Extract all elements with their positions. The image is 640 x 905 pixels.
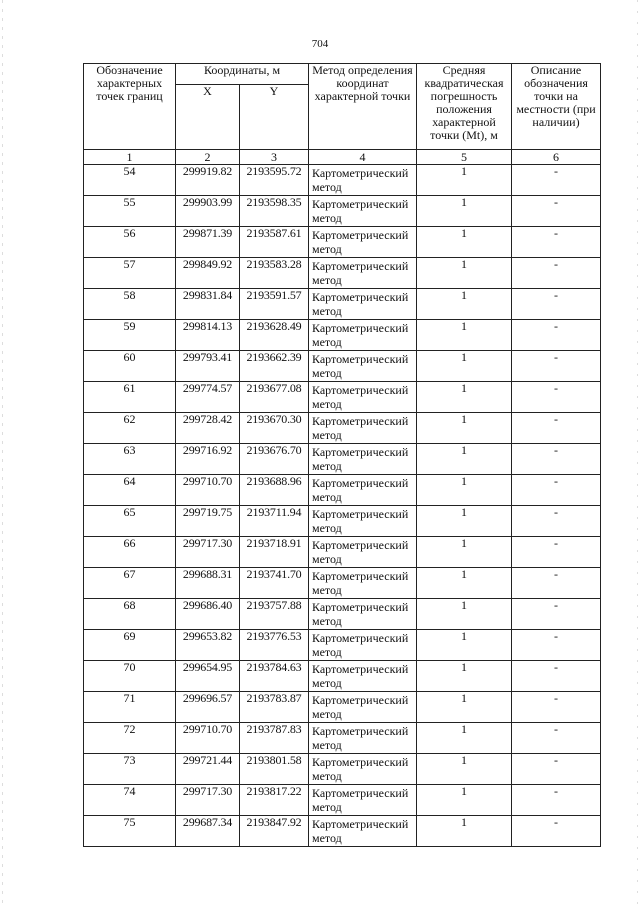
header-y: Y <box>240 85 309 150</box>
table-row <box>84 475 601 506</box>
point-id-cell: 70 <box>84 661 176 692</box>
method-cell: Картометрический метод <box>309 289 417 320</box>
scan-edge-left <box>2 0 3 905</box>
description-cell: - <box>512 661 601 692</box>
method-cell: Картометрический метод <box>309 754 417 785</box>
method-cell: Картометрический метод <box>309 661 417 692</box>
description-cell: - <box>512 568 601 599</box>
table-row <box>84 506 601 537</box>
boundary-points-table <box>83 63 601 847</box>
description-cell: - <box>512 258 601 289</box>
y-coordinate-cell: 2193776.53 <box>240 630 309 661</box>
x-coordinate-cell: 299721.44 <box>176 754 240 785</box>
error-cell: 1 <box>417 382 512 413</box>
description-cell: - <box>512 754 601 785</box>
x-coordinate-cell: 299710.70 <box>176 475 240 506</box>
error-cell: 1 <box>417 630 512 661</box>
description-cell: - <box>512 506 601 537</box>
error-cell: 1 <box>417 444 512 475</box>
column-number: 1 <box>84 150 176 165</box>
error-cell: 1 <box>417 537 512 568</box>
y-coordinate-cell: 2193670.30 <box>240 413 309 444</box>
y-coordinate-cell: 2193587.61 <box>240 227 309 258</box>
description-cell: - <box>512 289 601 320</box>
error-cell: 1 <box>417 692 512 723</box>
column-number: 3 <box>240 150 309 165</box>
error-cell: 1 <box>417 816 512 847</box>
point-id-cell: 57 <box>84 258 176 289</box>
y-coordinate-cell: 2193783.87 <box>240 692 309 723</box>
x-coordinate-cell: 299710.70 <box>176 723 240 754</box>
method-cell: Картометрический метод <box>309 351 417 382</box>
method-cell: Картометрический метод <box>309 444 417 475</box>
point-id-cell: 67 <box>84 568 176 599</box>
point-id-cell: 66 <box>84 537 176 568</box>
description-cell: - <box>512 537 601 568</box>
method-cell: Картометрический метод <box>309 816 417 847</box>
x-coordinate-cell: 299688.31 <box>176 568 240 599</box>
x-coordinate-cell: 299774.57 <box>176 382 240 413</box>
header-description: Описание обозначения точки на местности (при наличии) <box>512 64 601 150</box>
method-cell: Картометрический метод <box>309 227 417 258</box>
error-cell: 1 <box>417 351 512 382</box>
method-cell: Картометрический метод <box>309 165 417 196</box>
column-number: 4 <box>309 150 417 165</box>
column-number: 5 <box>417 150 512 165</box>
point-id-cell: 73 <box>84 754 176 785</box>
point-id-cell: 55 <box>84 196 176 227</box>
y-coordinate-cell: 2193741.70 <box>240 568 309 599</box>
point-id-cell: 75 <box>84 816 176 847</box>
error-cell: 1 <box>417 661 512 692</box>
y-coordinate-cell: 2193595.72 <box>240 165 309 196</box>
y-coordinate-cell: 2193784.63 <box>240 661 309 692</box>
x-coordinate-cell: 299903.99 <box>176 196 240 227</box>
description-cell: - <box>512 382 601 413</box>
x-coordinate-cell: 299919.82 <box>176 165 240 196</box>
x-coordinate-cell: 299849.92 <box>176 258 240 289</box>
method-cell: Картометрический метод <box>309 196 417 227</box>
y-coordinate-cell: 2193628.49 <box>240 320 309 351</box>
point-id-cell: 64 <box>84 475 176 506</box>
table-row <box>84 227 601 258</box>
table-row <box>84 537 601 568</box>
x-coordinate-cell: 299719.75 <box>176 506 240 537</box>
table-row <box>84 599 601 630</box>
error-cell: 1 <box>417 475 512 506</box>
x-coordinate-cell: 299831.84 <box>176 289 240 320</box>
y-coordinate-cell: 2193718.91 <box>240 537 309 568</box>
header-coordinates: Координаты, м <box>176 64 309 85</box>
table-row <box>84 351 601 382</box>
method-cell: Картометрический метод <box>309 258 417 289</box>
description-cell: - <box>512 320 601 351</box>
method-cell: Картометрический метод <box>309 537 417 568</box>
y-coordinate-cell: 2193801.58 <box>240 754 309 785</box>
x-coordinate-cell: 299687.34 <box>176 816 240 847</box>
method-cell: Картометрический метод <box>309 630 417 661</box>
table-row <box>84 382 601 413</box>
table-row <box>84 630 601 661</box>
error-cell: 1 <box>417 196 512 227</box>
description-cell: - <box>512 475 601 506</box>
y-coordinate-cell: 2193817.22 <box>240 785 309 816</box>
point-id-cell: 68 <box>84 599 176 630</box>
error-cell: 1 <box>417 227 512 258</box>
point-id-cell: 62 <box>84 413 176 444</box>
table-row <box>84 165 601 196</box>
y-coordinate-cell: 2193757.88 <box>240 599 309 630</box>
y-coordinate-cell: 2193787.83 <box>240 723 309 754</box>
table-row <box>84 661 601 692</box>
point-id-cell: 56 <box>84 227 176 258</box>
page-number: 704 <box>311 38 329 50</box>
y-coordinate-cell: 2193688.96 <box>240 475 309 506</box>
error-cell: 1 <box>417 289 512 320</box>
y-coordinate-cell: 2193662.39 <box>240 351 309 382</box>
method-cell: Картометрический метод <box>309 382 417 413</box>
error-cell: 1 <box>417 258 512 289</box>
table-row <box>84 258 601 289</box>
column-number: 2 <box>176 150 240 165</box>
description-cell: - <box>512 165 601 196</box>
point-id-cell: 69 <box>84 630 176 661</box>
x-coordinate-cell: 299653.82 <box>176 630 240 661</box>
y-coordinate-cell: 2193598.35 <box>240 196 309 227</box>
method-cell: Картометрический метод <box>309 723 417 754</box>
x-coordinate-cell: 299717.30 <box>176 537 240 568</box>
method-cell: Картометрический метод <box>309 506 417 537</box>
table-row <box>84 568 601 599</box>
error-cell: 1 <box>417 785 512 816</box>
method-cell: Картометрический метод <box>309 320 417 351</box>
method-cell: Картометрический метод <box>309 568 417 599</box>
y-coordinate-cell: 2193677.08 <box>240 382 309 413</box>
description-cell: - <box>512 444 601 475</box>
error-cell: 1 <box>417 320 512 351</box>
error-cell: 1 <box>417 165 512 196</box>
header-method: Метод определения координат характерной точки <box>309 64 417 150</box>
description-cell: - <box>512 196 601 227</box>
description-cell: - <box>512 816 601 847</box>
y-coordinate-cell: 2193711.94 <box>240 506 309 537</box>
table-row <box>84 754 601 785</box>
x-coordinate-cell: 299793.41 <box>176 351 240 382</box>
description-cell: - <box>512 692 601 723</box>
header-x: X <box>176 85 240 150</box>
table-row <box>84 289 601 320</box>
x-coordinate-cell: 299717.30 <box>176 785 240 816</box>
column-number-row <box>84 150 601 165</box>
error-cell: 1 <box>417 413 512 444</box>
x-coordinate-cell: 299686.40 <box>176 599 240 630</box>
point-id-cell: 59 <box>84 320 176 351</box>
y-coordinate-cell: 2193847.92 <box>240 816 309 847</box>
point-id-cell: 72 <box>84 723 176 754</box>
x-coordinate-cell: 299728.42 <box>176 413 240 444</box>
x-coordinate-cell: 299696.57 <box>176 692 240 723</box>
error-cell: 1 <box>417 506 512 537</box>
error-cell: 1 <box>417 599 512 630</box>
description-cell: - <box>512 723 601 754</box>
x-coordinate-cell: 299871.39 <box>176 227 240 258</box>
method-cell: Картометрический метод <box>309 599 417 630</box>
point-id-cell: 63 <box>84 444 176 475</box>
table-row <box>84 723 601 754</box>
table-row <box>84 816 601 847</box>
point-id-cell: 60 <box>84 351 176 382</box>
description-cell: - <box>512 599 601 630</box>
table-row <box>84 196 601 227</box>
table-row <box>84 692 601 723</box>
method-cell: Картометрический метод <box>309 692 417 723</box>
column-number: 6 <box>512 150 601 165</box>
header-designation: Обозначение характерных точек границ <box>84 64 176 150</box>
x-coordinate-cell: 299716.92 <box>176 444 240 475</box>
description-cell: - <box>512 630 601 661</box>
error-cell: 1 <box>417 568 512 599</box>
description-cell: - <box>512 785 601 816</box>
point-id-cell: 65 <box>84 506 176 537</box>
x-coordinate-cell: 299654.95 <box>176 661 240 692</box>
error-cell: 1 <box>417 723 512 754</box>
point-id-cell: 71 <box>84 692 176 723</box>
description-cell: - <box>512 351 601 382</box>
x-coordinate-cell: 299814.13 <box>176 320 240 351</box>
point-id-cell: 54 <box>84 165 176 196</box>
table-body <box>84 165 601 847</box>
method-cell: Картометрический метод <box>309 413 417 444</box>
description-cell: - <box>512 413 601 444</box>
point-id-cell: 61 <box>84 382 176 413</box>
header-error: Средняя квадратическая погрешность положения характерной точки (Mt), м <box>417 64 512 150</box>
table-row <box>84 785 601 816</box>
scan-edge-right <box>637 0 638 905</box>
y-coordinate-cell: 2193591.57 <box>240 289 309 320</box>
y-coordinate-cell: 2193583.28 <box>240 258 309 289</box>
method-cell: Картометрический метод <box>309 785 417 816</box>
method-cell: Картометрический метод <box>309 475 417 506</box>
error-cell: 1 <box>417 754 512 785</box>
table-row <box>84 320 601 351</box>
description-cell: - <box>512 227 601 258</box>
y-coordinate-cell: 2193676.70 <box>240 444 309 475</box>
table-row <box>84 413 601 444</box>
point-id-cell: 74 <box>84 785 176 816</box>
table-row <box>84 444 601 475</box>
point-id-cell: 58 <box>84 289 176 320</box>
